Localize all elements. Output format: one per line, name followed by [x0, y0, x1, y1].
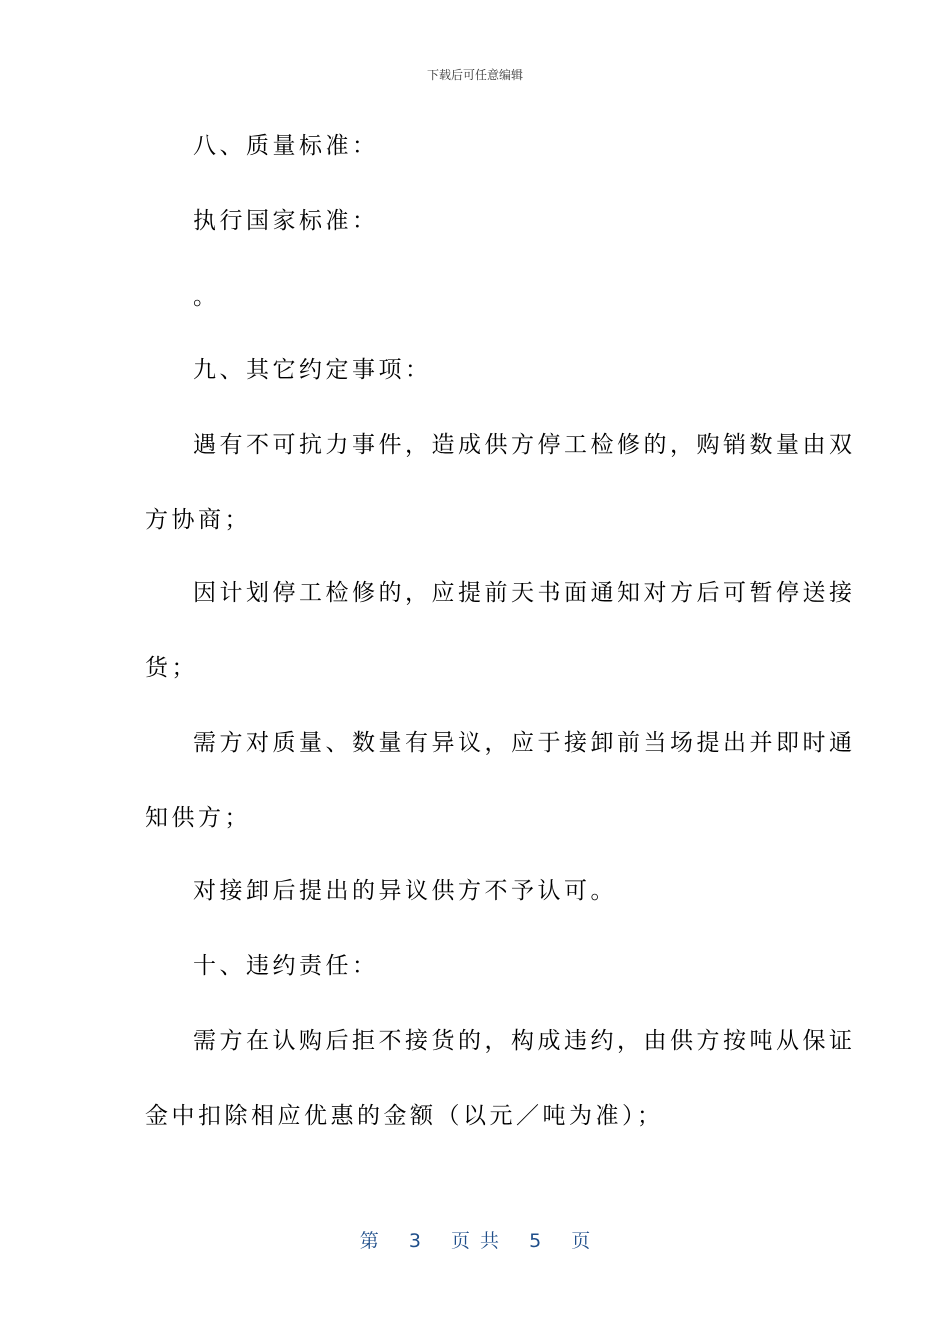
paragraph-line: 对接卸后提出的异议供方不予认可。: [193, 878, 617, 904]
paragraph-line: 金中扣除相应优惠的金额（以元／吨为准）；: [145, 1103, 664, 1129]
paragraph-line: 方协商；: [145, 507, 251, 533]
page-footer: [0, 1226, 950, 1253]
current-page-number: 3: [408, 1230, 421, 1252]
paragraph-line: 遇有不可抗力事件，造成供方停工检修的，购销数量由双: [193, 432, 856, 458]
section-heading-breach: 十、违约责任：: [193, 953, 379, 979]
section-heading-other: 九、其它约定事项：: [193, 357, 432, 383]
paragraph-line: 知供方；: [145, 805, 251, 831]
paragraph-line: 因计划停工检修的，应提前天书面通知对方后可暂停送接: [193, 580, 856, 606]
page-label: 页: [571, 1230, 591, 1252]
page-label: 第: [359, 1230, 379, 1252]
paragraph-line: 货；: [145, 655, 198, 681]
total-pages-number: 5: [529, 1230, 542, 1252]
paragraph-line: 需方对质量、数量有异议，应于接卸前当场提出并即时通: [193, 730, 856, 756]
paragraph-line: 执行国家标准：: [193, 208, 379, 234]
page-label: 页 共: [450, 1230, 500, 1252]
page-header: 下载后可任意编辑: [426, 68, 523, 82]
paragraph-line: 需方在认购后拒不接货的，构成违约，由供方按吨从保证: [193, 1028, 856, 1054]
section-heading-quality: 八、质量标准：: [193, 133, 379, 159]
paragraph-line: 。: [193, 284, 220, 310]
